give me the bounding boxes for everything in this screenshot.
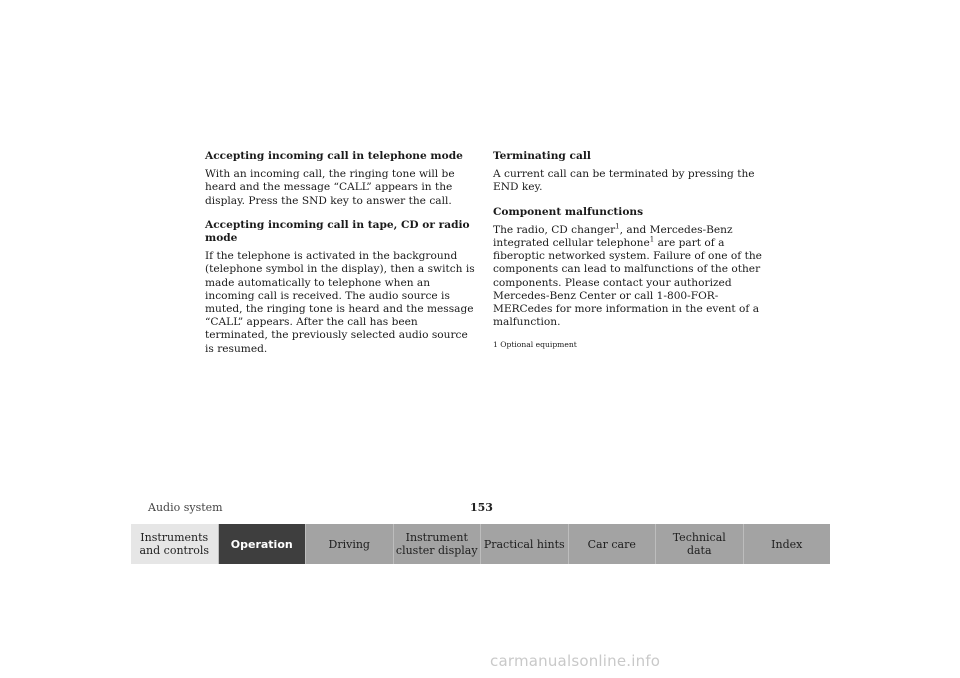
section-navigation-bar — [131, 524, 830, 564]
footnote-marker: 1 — [615, 222, 620, 231]
paragraph-text-part-b: , and Mercedes-Benz integrated cellular telephone — [493, 223, 733, 250]
paragraph-component-malfunctions — [493, 224, 763, 330]
tab-instruments-and-controls[interactable]: Instruments and controls — [131, 524, 219, 564]
tab-index[interactable]: Index — [744, 524, 831, 564]
page-footer — [0, 501, 960, 515]
tab-operation[interactable]: Operation — [219, 524, 307, 564]
tab-practical-hints[interactable]: Practical hints — [481, 524, 569, 564]
paragraph-tape-cd-radio-mode: If the telephone is activated in the background (telephone symbol in the display), then a switch is made automatically to telephone when an incoming call is received. The audio source is muted, the ringing tone is heard and the message “CALL” appears. After the call has been terminated, the previously selected audio source is resumed. — [205, 250, 475, 355]
paragraph-text-part-a: The radio, CD changer — [493, 223, 616, 236]
tab-instrument-cluster-display[interactable]: Instrument cluster display — [394, 524, 482, 564]
footnote-marker: 1 — [649, 235, 655, 244]
page-number: 153 — [470, 501, 493, 514]
heading-tape-cd-radio-mode: Accepting incoming call in tape, CD or radio mode — [205, 218, 470, 245]
paragraph-text-part-c: are part of a fiberoptic networked system. Failure of one of the components can lead to malfunctions of the other components. Please contact your authorized Mercedes-Benz Center or call 1-800-FOR-MERCedes for more information in the event of a malfunction. — [493, 237, 762, 329]
left-column — [205, 150, 475, 367]
paragraph-telephone-mode: With an incoming call, the ringing tone will be heard and the message “CALL” appears in the display. Press the SND key to answer the call. — [205, 168, 455, 207]
heading-terminating-call: Terminating call — [493, 150, 591, 162]
paragraph-terminating-call: A current call can be terminated by pressing the END key. — [493, 168, 755, 194]
heading-component-malfunctions: Component malfunctions — [493, 205, 644, 218]
footnote-optional-equipment: 1 Optional equipment — [493, 340, 577, 350]
tab-car-care[interactable]: Car care — [569, 524, 657, 564]
tab-driving[interactable]: Driving — [306, 524, 394, 564]
section-label: Audio system — [148, 501, 223, 514]
heading-telephone-mode: Accepting incoming call in telephone mode — [205, 150, 463, 162]
tab-technical-data[interactable]: Technical data — [656, 524, 744, 564]
right-column — [493, 150, 763, 350]
watermark-text: carmanualsonline.info — [490, 652, 661, 670]
